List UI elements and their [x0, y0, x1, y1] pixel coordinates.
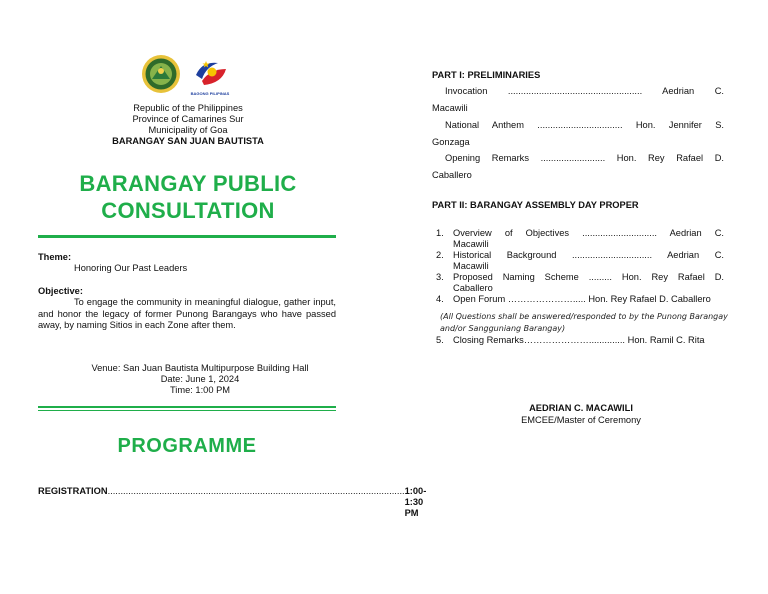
part1-item-opening-cont: Caballero — [432, 170, 472, 180]
barangay-line: BARANGAY SAN JUAN BAUTISTA — [112, 136, 264, 146]
item-number: 3. — [436, 272, 444, 282]
item-number: 4. — [436, 294, 444, 304]
theme-label: Theme: — [38, 252, 72, 262]
part2-item-1 — [436, 228, 724, 250]
republic-line: Republic of the Philippines — [133, 103, 243, 113]
registration-label: REGISTRATION — [38, 486, 108, 496]
part2-item-4 — [436, 294, 724, 305]
note-line-2: and/or Sangguniang Barangay) — [440, 324, 566, 333]
title-divider — [38, 235, 336, 238]
page-title — [38, 170, 338, 224]
title-line-1: BARANGAY PUBLIC — [79, 171, 297, 196]
item-number: 1. — [436, 228, 444, 238]
venue-line: Venue: San Juan Bautista Multipurpose Building Hall — [91, 363, 309, 373]
item-text-cont: Caballero — [453, 283, 493, 293]
part1-item-invocation: Invocation .................................................... Aedrian C. — [445, 86, 724, 96]
note-line-1: (All Questions shall be answered/responded to by the Punong Barangay — [440, 312, 728, 321]
bagong-pilipinas-logo-text: BAGONG PILIPINAS — [190, 91, 230, 96]
province-line: Province of Camarines Sur — [132, 114, 244, 124]
item-text: Proposed Naming Scheme ......... Hon. Rey Rafael D. — [453, 272, 724, 282]
item-text: Historical Background ............................... Aedrian C. — [453, 250, 724, 260]
programme-divider-bottom — [38, 410, 336, 411]
item-text: Closing Remarks………………….............. Hon. Ramil C. Rita — [453, 335, 705, 345]
objective-text: To engage the community in meaningful dialogue, gather input, and honor the legacy of former Punong Barangays who have passed away, by naming Sitios in each Zone after them. — [38, 297, 336, 330]
item-text: Open Forum …………………..... Hon. Rey Rafael D. Caballero — [453, 294, 711, 304]
part1-heading: PART I: PRELIMINARIES — [432, 70, 541, 80]
title-line-2: CONSULTATION — [101, 198, 275, 223]
registration-time: 1:00-1:30 PM — [404, 486, 427, 518]
part1-item-anthem: National Anthem ................................. Hon. Jennifer S. — [445, 120, 724, 130]
registration-line — [38, 486, 427, 519]
programme-divider-top — [38, 406, 336, 408]
objective-label: Objective: — [38, 286, 83, 296]
registration-dots: ................................................................................................................... — [107, 486, 405, 496]
item-text: Overview of Objectives ............................. Aedrian C. — [453, 228, 724, 238]
barangay-seal-logo — [142, 55, 180, 93]
programme-title: PROGRAMME — [117, 435, 257, 457]
header-logos — [140, 55, 240, 97]
item-text-cont: Macawili — [453, 261, 489, 271]
part1-item-opening: Opening Remarks ......................... Hon. Rey Rafael D. — [445, 153, 724, 163]
municipality-line: Municipality of Goa — [148, 125, 228, 135]
theme-text: Honoring Our Past Leaders — [74, 263, 188, 273]
open-forum-note — [440, 311, 730, 335]
emcee-name: AEDRIAN C. MACAWILI — [529, 403, 633, 413]
part2-item-2 — [436, 250, 724, 272]
part2-item-5 — [436, 335, 724, 346]
part1-item-invocation-cont: Macawili — [432, 103, 468, 113]
part2-heading: PART II: BARANGAY ASSEMBLY DAY PROPER — [432, 200, 639, 210]
part2-item-3 — [436, 272, 724, 294]
item-text-cont: Macawili — [453, 239, 489, 249]
time-line: Time: 1:00 PM — [169, 385, 231, 395]
item-number: 2. — [436, 250, 444, 260]
part1-item-anthem-cont: Gonzaga — [432, 137, 470, 147]
bagong-pilipinas-logo — [191, 58, 230, 96]
emcee-role: EMCEE/Master of Ceremony — [521, 415, 641, 425]
date-line: Date: June 1, 2024 — [160, 374, 240, 384]
item-number: 5. — [436, 335, 444, 345]
